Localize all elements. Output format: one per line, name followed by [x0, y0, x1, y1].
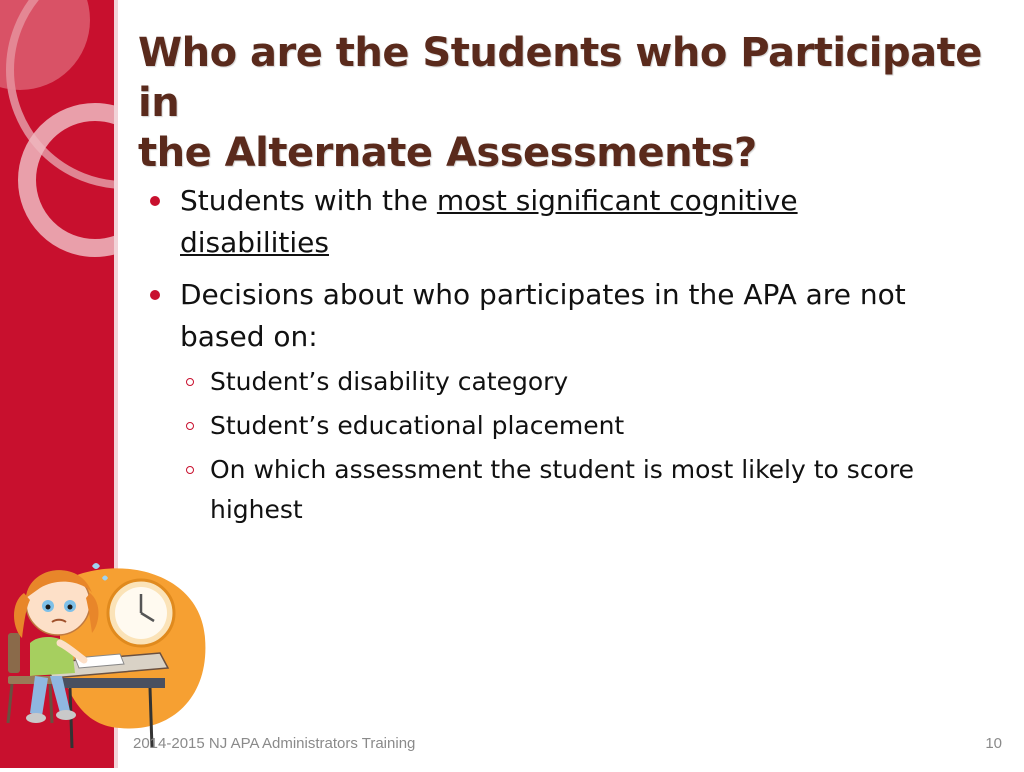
sub-bullet-text: Student’s educational placement [210, 411, 625, 440]
sub-bullet-item [150, 406, 920, 446]
sub-bullet-text: On which assessment the student is most likely to score highest [210, 455, 914, 524]
title-line-1: Who are the Students who Participate in [138, 30, 982, 126]
slide-title [138, 28, 1008, 178]
bullet-text-underlined: most significant cognitive disabilities [180, 184, 798, 259]
page-number: 10 [985, 735, 1002, 752]
bullet-list [150, 180, 920, 540]
bullet-dot-icon [150, 196, 160, 206]
sub-bullet-ring-icon [186, 378, 194, 386]
bullet-text: Decisions about who participates in the APA are not based on: [180, 278, 906, 353]
sub-bullet-item [150, 450, 930, 530]
bullet-item [150, 180, 920, 264]
sub-bullet-text: Student’s disability category [210, 367, 569, 396]
bullet-text-prefix: Students with the [180, 184, 437, 217]
bullet-dot-icon [150, 290, 160, 300]
sub-bullet-item [150, 362, 920, 402]
bullet-item [150, 274, 920, 530]
sub-bullet-ring-icon [186, 422, 194, 430]
title-line-2: the Alternate Assessments? [138, 130, 757, 176]
footer-text: 2014-2015 NJ APA Administrators Training [133, 735, 416, 752]
sub-bullet-ring-icon [186, 466, 194, 474]
